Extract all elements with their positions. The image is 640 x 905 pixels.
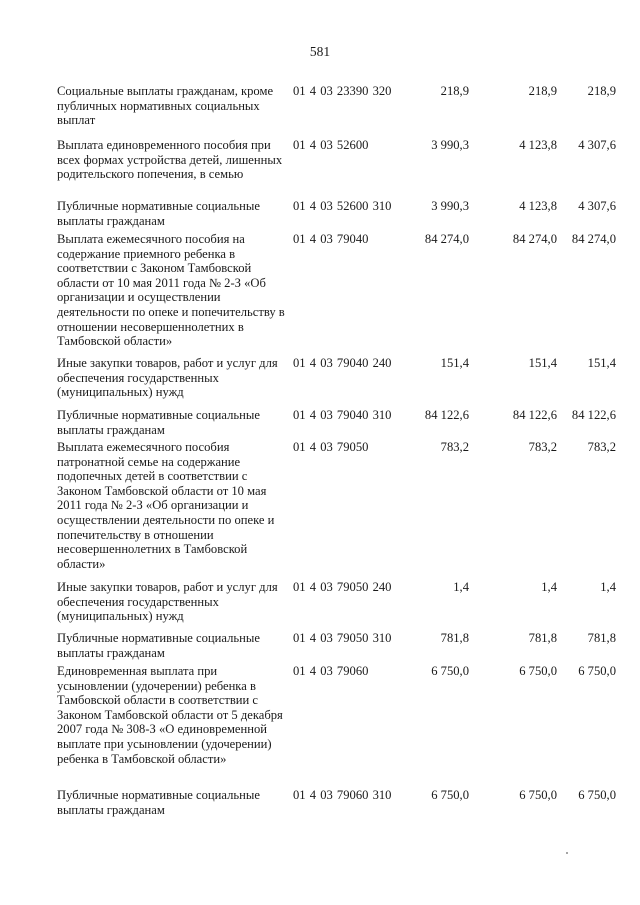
row-name: Выплата единовременного пособия при всех формах устройства детей, лишенных родительского попечения, в семью [57, 138, 283, 182]
table-row [57, 232, 622, 349]
row-name: Социальные выплаты гражданам, кроме публичных нормативных социальных выплат [57, 84, 274, 128]
row-value-1: 783,2 [440, 440, 469, 454]
row-code: 01 4 03 52600 310 [293, 199, 392, 213]
row-value-2: 4 123,8 [519, 199, 557, 213]
row-value-1: 3 990,3 [431, 138, 469, 152]
row-code: 01 4 03 79040 [293, 232, 369, 246]
row-code: 01 4 03 79050 310 [293, 631, 392, 645]
row-value-2: 84 274,0 [512, 232, 557, 246]
row-code: 01 4 03 79050 [293, 440, 369, 454]
row-name: Публичные нормативные социальные выплаты гражданам [57, 631, 260, 660]
row-value-2: 781,8 [528, 631, 557, 645]
row-value-3: 84 274,0 [571, 232, 616, 246]
row-value-3: 6 750,0 [578, 664, 616, 678]
row-value-1: 84 122,6 [424, 408, 469, 422]
row-value-2: 151,4 [528, 356, 557, 370]
table-row [57, 138, 622, 182]
row-name: Публичные нормативные социальные выплаты гражданам [57, 199, 260, 228]
row-value-1: 84 274,0 [424, 232, 469, 246]
table-row [57, 440, 622, 571]
row-value-3: 4 307,6 [578, 199, 616, 213]
table-row [57, 788, 622, 817]
table-row [57, 664, 622, 766]
row-code: 01 4 03 79060 [293, 664, 369, 678]
row-value-1: 781,8 [440, 631, 469, 645]
row-value-1: 6 750,0 [431, 664, 469, 678]
row-value-2: 4 123,8 [519, 138, 557, 152]
row-code: 01 4 03 79040 310 [293, 408, 392, 422]
table-row [57, 356, 622, 400]
row-value-2: 6 750,0 [519, 664, 557, 678]
row-value-2: 1,4 [541, 580, 557, 594]
table-row [57, 631, 622, 660]
row-value-3: 783,2 [587, 440, 616, 454]
row-code: 01 4 03 23390 320 [293, 84, 392, 98]
row-code: 01 4 03 79040 240 [293, 356, 392, 370]
row-name: Выплата ежемесячного пособия патронатной семье на содержание подопечных детей в соответствии с Законом Тамбовской области от 10 мая 2011 года № 2-З «Об организации и осуществлении деятельности по опеке и попечительству в отношении несовершеннолетних в Тамбовской области» [57, 440, 275, 571]
row-code: 01 4 03 79060 310 [293, 788, 392, 802]
row-code: 01 4 03 52600 [293, 138, 369, 152]
table-row [57, 84, 622, 128]
row-value-2: 84 122,6 [512, 408, 557, 422]
row-value-1: 218,9 [440, 84, 469, 98]
table-row [57, 580, 622, 624]
table-row [57, 408, 622, 437]
row-value-3: 781,8 [587, 631, 616, 645]
row-code: 01 4 03 79050 240 [293, 580, 392, 594]
row-name: Публичные нормативные социальные выплаты гражданам [57, 408, 260, 437]
row-name: Единовременная выплата при усыновлении (удочерении) ребенка в Тамбовской области в соответствии с Законом Тамбовской области от 5 декабря 2007 года № 308-З «О единовременной выплате при усыновлении (удочерении) ребенка в Тамбовской области» [57, 664, 283, 766]
row-name: Публичные нормативные социальные выплаты гражданам [57, 788, 260, 817]
row-value-3: 218,9 [587, 84, 616, 98]
row-value-3: 151,4 [587, 356, 616, 370]
row-value-1: 151,4 [440, 356, 469, 370]
table-row [57, 199, 622, 228]
row-name: Выплата ежемесячного пособия на содержание приемного ребенка в соответствии с Законом Тамбовской области от 10 мая 2011 года № 2-З «Об организации и осуществлении деятельности по опеке и попечительству в отношении несовершеннолетних в Тамбовской области» [57, 232, 285, 349]
row-name: Иные закупки товаров, работ и услуг для обеспечения государственных (муниципальных) нужд [57, 580, 278, 624]
row-value-3: 6 750,0 [578, 788, 616, 802]
page-number: 581 [309, 44, 331, 59]
row-value-1: 6 750,0 [431, 788, 469, 802]
row-value-3: 84 122,6 [571, 408, 616, 422]
scan-speck [566, 852, 568, 854]
row-name: Иные закупки товаров, работ и услуг для обеспечения государственных (муниципальных) нужд [57, 356, 278, 400]
row-value-2: 6 750,0 [519, 788, 557, 802]
row-value-3: 4 307,6 [578, 138, 616, 152]
row-value-2: 783,2 [528, 440, 557, 454]
row-value-2: 218,9 [528, 84, 557, 98]
row-value-1: 1,4 [453, 580, 469, 594]
row-value-1: 3 990,3 [431, 199, 469, 213]
row-value-3: 1,4 [600, 580, 616, 594]
